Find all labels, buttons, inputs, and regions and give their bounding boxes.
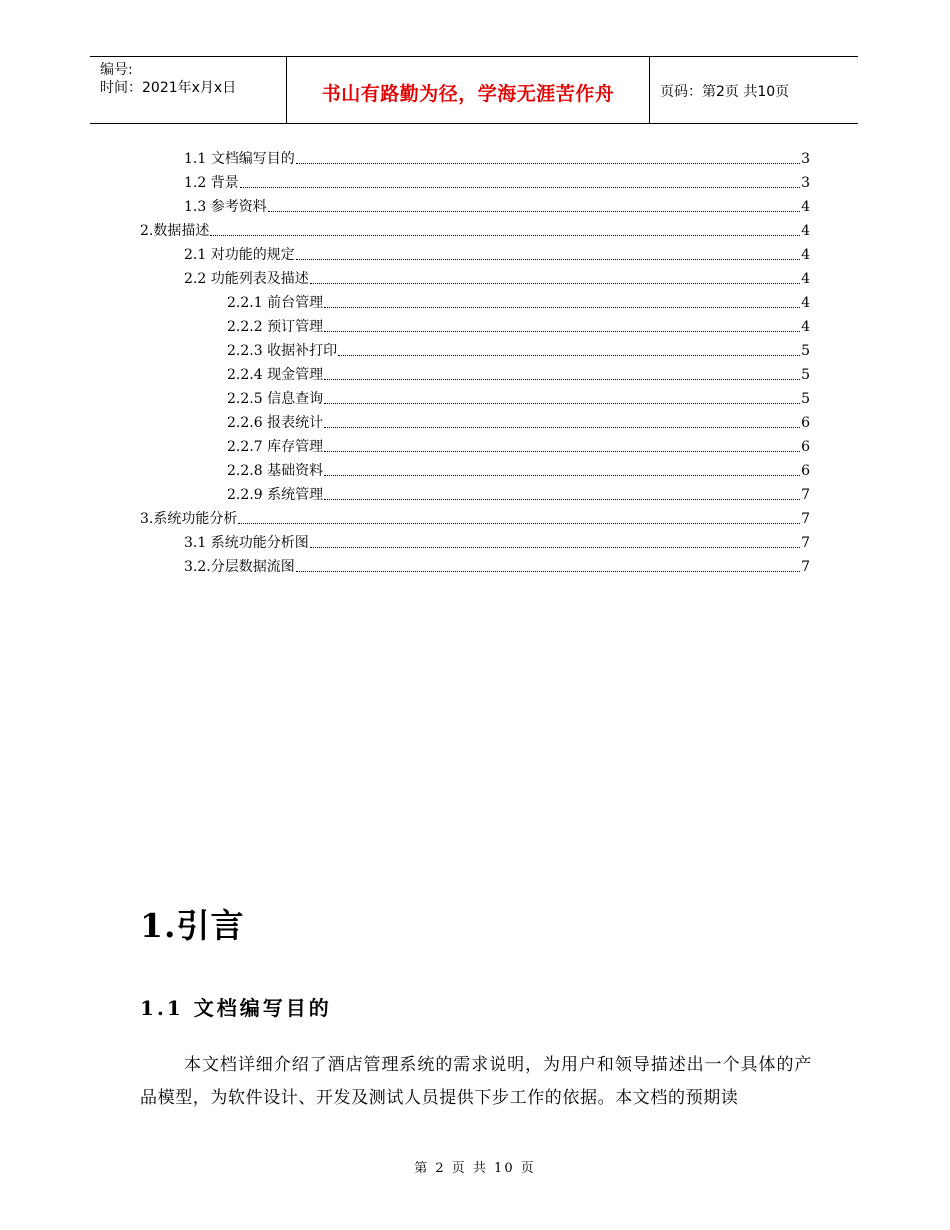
toc-entry-page: 5 xyxy=(801,391,810,407)
toc-entry-page: 7 xyxy=(801,559,810,575)
document-time-label: 时间：2021年x月x日 xyxy=(100,80,237,96)
toc-entry-page: 4 xyxy=(801,223,810,239)
page-header xyxy=(90,56,858,124)
toc-leader-dots xyxy=(324,307,800,308)
toc-entry-page: 6 xyxy=(801,463,810,479)
toc-entry[interactable] xyxy=(227,458,810,480)
toc-entry-title: 1.1 文档编写目的 xyxy=(184,151,295,167)
header-page-number: 页码：第2页 共10页 xyxy=(660,84,790,100)
toc-entry-title: 2.2.6 报表统计 xyxy=(227,415,324,431)
toc-entry[interactable] xyxy=(184,266,810,288)
toc-entry-title: 2.2.2 预订管理 xyxy=(227,319,324,335)
toc-entry-page: 6 xyxy=(801,415,810,431)
toc-leader-dots xyxy=(324,379,800,380)
page-footer: 第 2 页 共 10 页 xyxy=(414,1161,536,1176)
toc-entry[interactable] xyxy=(227,314,810,336)
toc-entry-title: 2.2.9 系统管理 xyxy=(227,487,324,503)
toc-entry[interactable] xyxy=(227,290,810,312)
toc-leader-dots xyxy=(240,187,800,188)
toc-leader-dots xyxy=(210,235,800,236)
toc-entry-title: 1.3 参考资料 xyxy=(184,199,267,215)
toc-entry-page: 4 xyxy=(801,295,810,311)
toc-entry-title: 2.2.3 收据补打印 xyxy=(227,343,338,359)
toc-entry-title: 2.2.7 库存管理 xyxy=(227,439,324,455)
toc-entry[interactable] xyxy=(184,194,810,216)
toc-entry[interactable] xyxy=(184,170,810,192)
toc-entry[interactable] xyxy=(227,482,810,504)
toc-entry-title: 2.1 对功能的规定 xyxy=(184,247,295,263)
toc-entry-title: 1.2 背景 xyxy=(184,175,239,191)
toc-entry-page: 4 xyxy=(801,319,810,335)
toc-entry[interactable] xyxy=(227,434,810,456)
toc-leader-dots xyxy=(296,163,800,164)
toc-entry-title: 3.系统功能分析 xyxy=(140,511,238,527)
toc-leader-dots xyxy=(324,499,800,500)
toc-leader-dots xyxy=(296,259,800,260)
toc-entry-title: 3.2.分层数据流图 xyxy=(184,559,295,575)
toc-leader-dots xyxy=(238,523,800,524)
toc-entry-page: 7 xyxy=(801,487,810,503)
subsection-heading-purpose: 1.1 文档编写目的 xyxy=(140,996,332,1020)
toc-leader-dots xyxy=(296,571,800,572)
header-right-cell xyxy=(650,57,858,123)
toc-entry-page: 5 xyxy=(801,343,810,359)
toc-leader-dots xyxy=(338,355,800,356)
header-left-cell xyxy=(90,57,286,123)
toc-leader-dots xyxy=(324,427,800,428)
toc-entry[interactable] xyxy=(184,242,810,264)
toc-entry-title: 2.2 功能列表及描述 xyxy=(184,271,309,287)
toc-entry[interactable] xyxy=(184,530,810,552)
toc-leader-dots xyxy=(310,283,800,284)
toc-entry-title: 2.2.8 基础资料 xyxy=(227,463,324,479)
toc-entry[interactable] xyxy=(227,338,810,360)
toc-entry-page: 7 xyxy=(801,535,810,551)
document-code-label: 编号: xyxy=(100,62,133,78)
toc-entry-page: 4 xyxy=(801,247,810,263)
header-middle-cell xyxy=(286,57,650,123)
toc-entry-page: 4 xyxy=(801,199,810,215)
toc-entry[interactable] xyxy=(140,506,810,528)
toc-entry-page: 3 xyxy=(801,175,810,191)
toc-leader-dots xyxy=(324,451,800,452)
toc-entry-page: 5 xyxy=(801,367,810,383)
toc-entry[interactable] xyxy=(227,362,810,384)
toc-entry-title: 2.数据描述 xyxy=(140,223,210,239)
toc-entry-title: 2.2.5 信息查询 xyxy=(227,391,324,407)
toc-entry-page: 4 xyxy=(801,271,810,287)
toc-entry-title: 3.1 系统功能分析图 xyxy=(184,535,309,551)
toc-entry[interactable] xyxy=(227,386,810,408)
toc-leader-dots xyxy=(324,331,800,332)
toc-leader-dots xyxy=(310,547,800,548)
body-paragraph: 本文档详细介绍了酒店管理系统的需求说明，为用户和领导描述出一个具体的产品模型，为软件设计、开发及测试人员提供下步工作的依据。本文档的预期读 xyxy=(140,1055,812,1108)
toc-leader-dots xyxy=(324,475,800,476)
header-motto: 书山有路勤为径，学海无涯苦作舟 xyxy=(321,83,615,105)
toc-entry-page: 7 xyxy=(801,511,810,527)
toc-entry[interactable] xyxy=(184,146,810,168)
toc-entry-title: 2.2.1 前台管理 xyxy=(227,295,324,311)
toc-entry[interactable] xyxy=(184,554,810,576)
toc-leader-dots xyxy=(324,403,800,404)
toc-leader-dots xyxy=(268,211,800,212)
toc-entry-page: 3 xyxy=(801,151,810,167)
toc-entry-page: 6 xyxy=(801,439,810,455)
toc-entry[interactable] xyxy=(227,410,810,432)
toc-entry[interactable] xyxy=(140,218,810,240)
toc-entry-title: 2.2.4 现金管理 xyxy=(227,367,324,383)
section-heading-introduction: 1.引言 xyxy=(140,906,245,945)
